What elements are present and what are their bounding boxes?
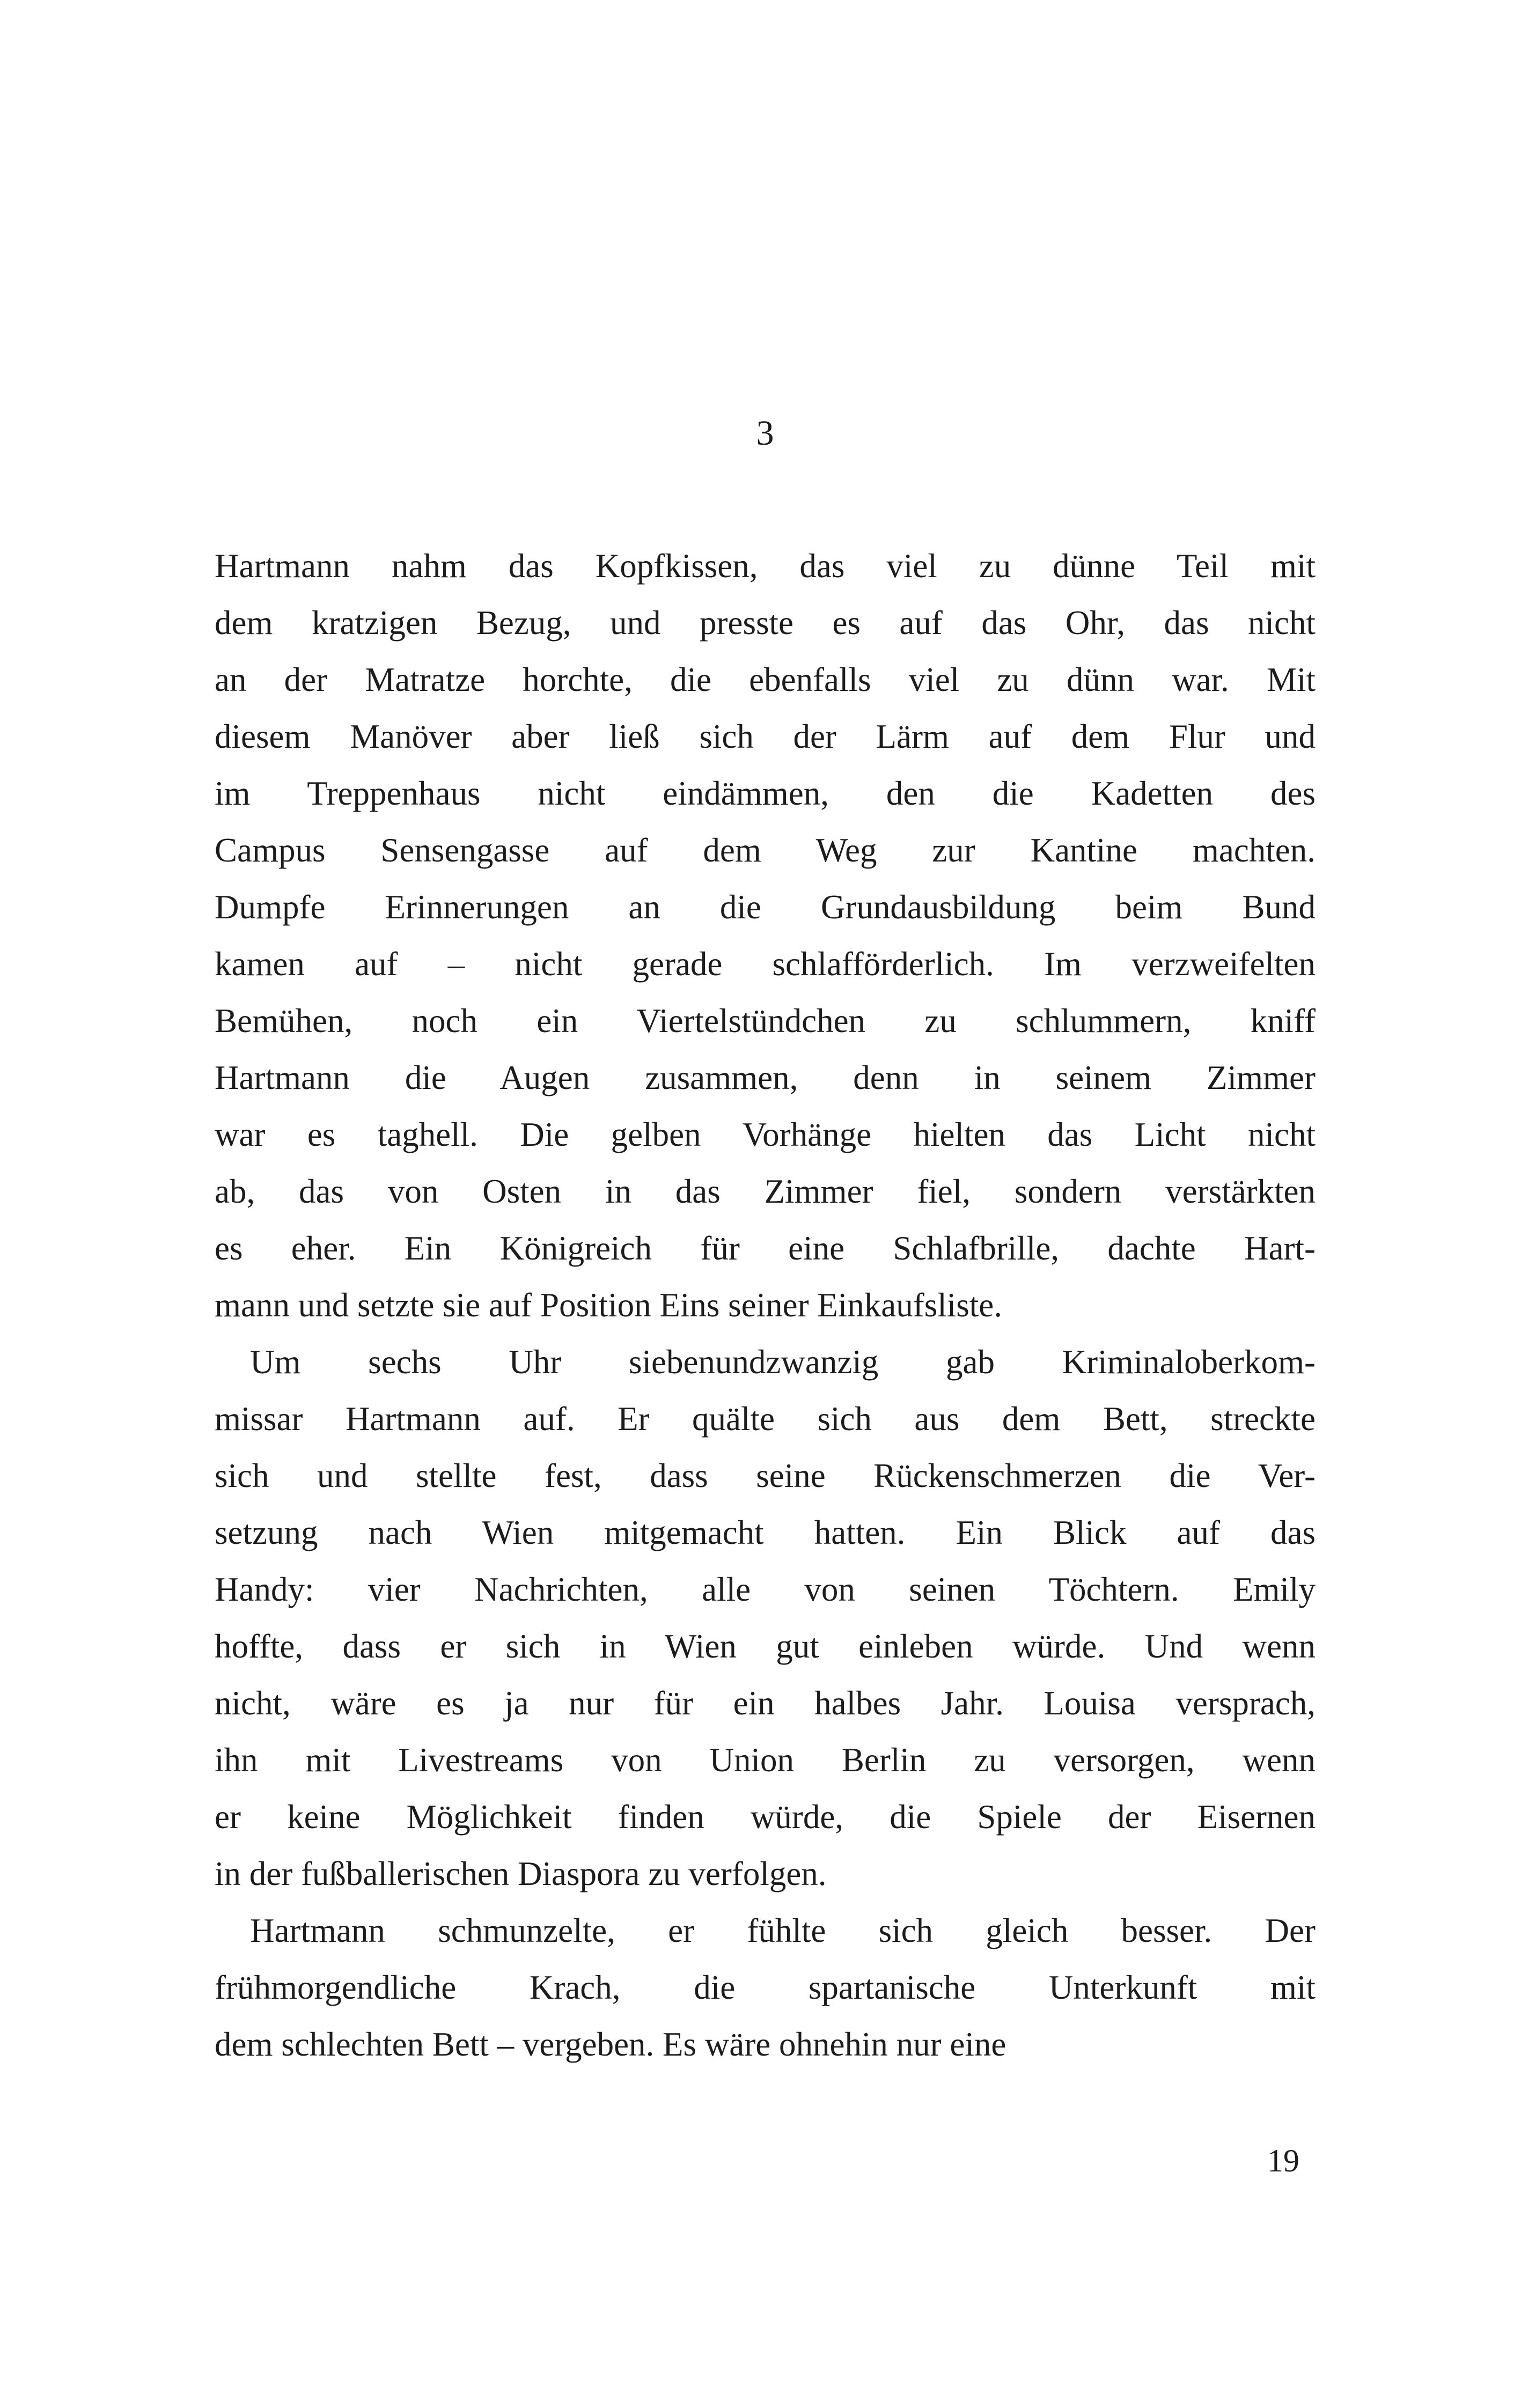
text-line: Hartmann nahm das Kopfkissen, das viel zu dünne Teil mit [215, 547, 1316, 585]
text-line: nicht, wäre es ja nur für ein halbes Jahr. Louisa versprach, [215, 1684, 1316, 1722]
text-line: mann und setzte sie auf Position Eins seiner Einkaufsliste. [215, 1286, 1002, 1324]
text-line: Um sechs Uhr siebenundzwanzig gab Kriminaloberkom- [250, 1343, 1316, 1381]
text-line: es eher. Ein Königreich für eine Schlafbrille, dachte Hart- [215, 1229, 1316, 1267]
text-block [215, 537, 1316, 2073]
text-line: ab, das von Osten in das Zimmer fiel, sondern verstärkten [215, 1173, 1316, 1210]
text-line: missar Hartmann auf. Er quälte sich aus dem Bett, streckte [215, 1400, 1316, 1438]
text-line: Dumpfe Erinnerungen an die Grundausbildung beim Bund [215, 888, 1316, 926]
text-line: an der Matratze horchte, die ebenfalls viel zu dünn war. Mit [215, 661, 1316, 698]
paragraph [215, 1902, 1316, 2073]
text-line: frühmorgendliche Krach, die spartanische Unterkunft mit [215, 1969, 1316, 2006]
text-line: Hartmann die Augen zusammen, denn in seinem Zimmer [215, 1059, 1316, 1096]
text-line: diesem Manöver aber ließ sich der Lärm auf dem Flur und [215, 718, 1316, 755]
text-line: war es taghell. Die gelben Vorhänge hielten das Licht nicht [215, 1116, 1316, 1153]
chapter-number: 3 [756, 414, 774, 453]
text-line: er keine Möglichkeit finden würde, die Spiele der Eisernen [215, 1798, 1316, 1836]
text-line: Hartmann schmunzelte, er fühlte sich gleich besser. Der [250, 1912, 1316, 1949]
text-line: Handy: vier Nachrichten, alle von seinen Töchtern. Emily [215, 1571, 1316, 1608]
paragraph [215, 537, 1316, 1334]
text-line: Bemühen, noch ein Viertelstündchen zu schlummern, kniff [215, 1002, 1316, 1040]
text-line: sich und stellte fest, dass seine Rückenschmerzen die Ver- [215, 1457, 1316, 1494]
text-line: dem schlechten Bett – vergeben. Es wäre ohnehin nur eine [215, 2026, 1006, 2063]
page-number: 19 [1267, 2143, 1299, 2178]
text-line: in der fußballerischen Diaspora zu verfolgen. [215, 1855, 827, 1892]
text-line: dem kratzigen Bezug, und presste es auf das Ohr, das nicht [215, 604, 1316, 642]
paragraph [215, 1334, 1316, 1902]
text-line: ihn mit Livestreams von Union Berlin zu versorgen, wenn [215, 1741, 1316, 1779]
text-line: setzung nach Wien mitgemacht hatten. Ein Blick auf das [215, 1514, 1316, 1551]
text-line: Campus Sensengasse auf dem Weg zur Kantine machten. [215, 831, 1316, 869]
text-line: kamen auf – nicht gerade schlafförderlich. Im verzweifelten [215, 945, 1316, 983]
text-line: hoffte, dass er sich in Wien gut einleben würde. Und wenn [215, 1628, 1316, 1665]
text-line: im Treppenhaus nicht eindämmen, den die Kadetten des [215, 775, 1316, 812]
